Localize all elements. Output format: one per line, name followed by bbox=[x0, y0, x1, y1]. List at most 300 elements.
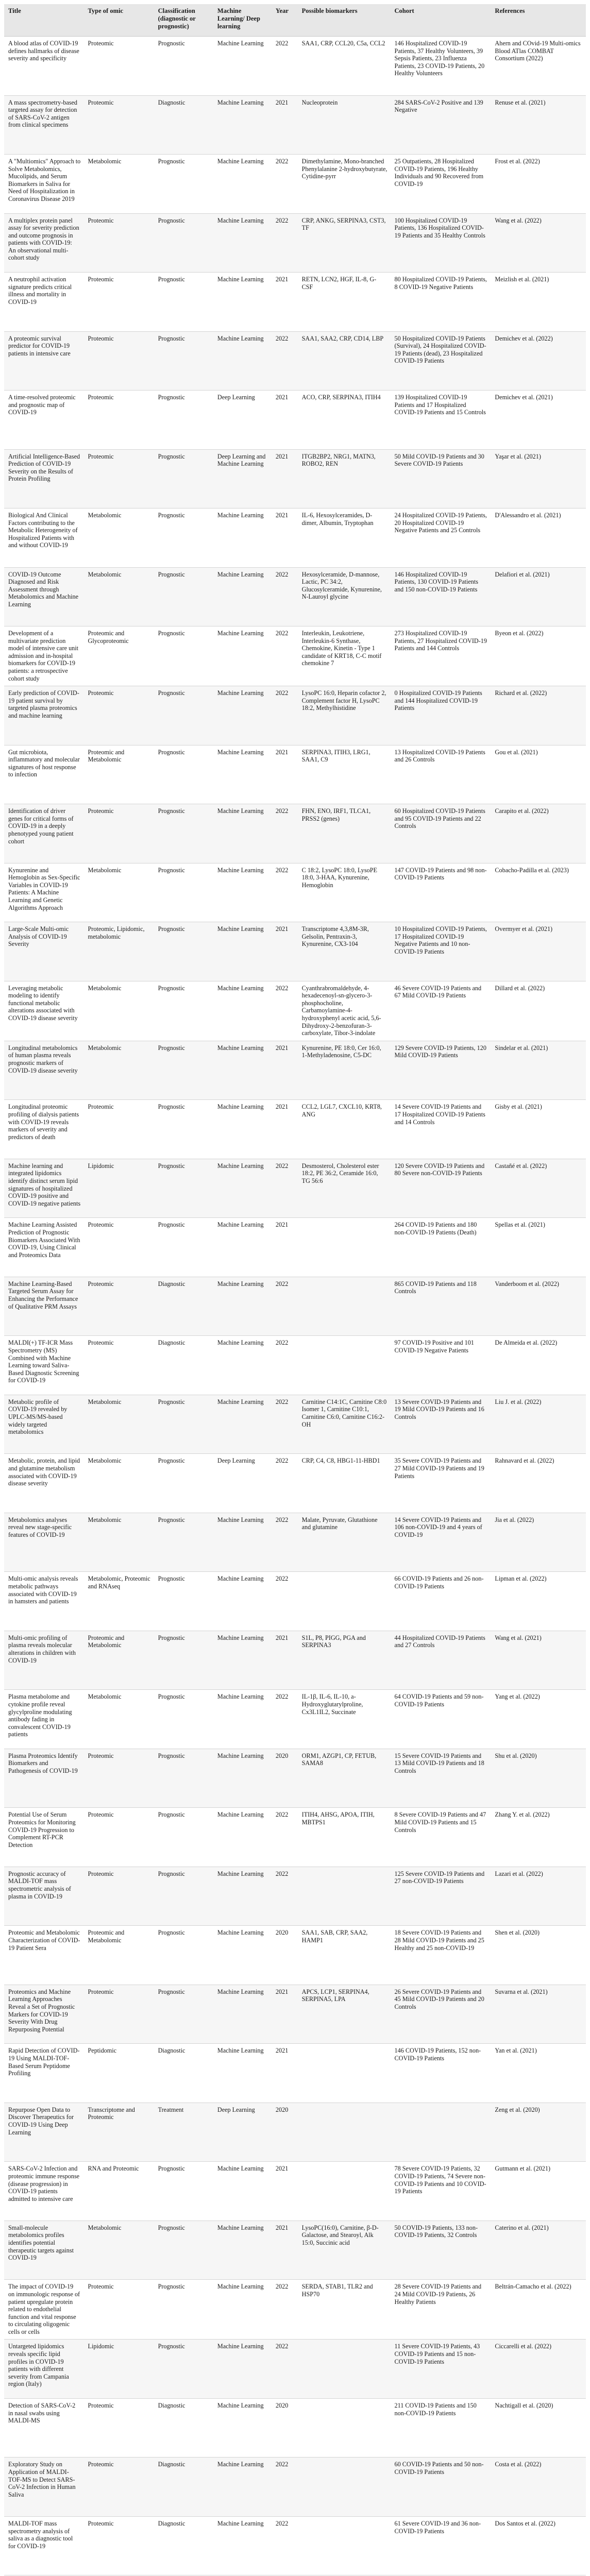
cell-classification: Diagnostic bbox=[154, 2044, 213, 2103]
cell-biomarkers bbox=[298, 2398, 391, 2458]
cell-biomarkers: C 18:2, LysoPC 18:0, LysoPE 18:0, 3-HAA, Kynurenine, Hemoglobin bbox=[298, 863, 391, 922]
cell-type-of-omic: Transcriptome and Proteomic bbox=[84, 2103, 154, 2162]
cell-reference: Shen et al. (2020) bbox=[491, 1926, 586, 1985]
cell-title: A time-resolved proteomic and prognostic map of COVID-19 bbox=[4, 391, 84, 450]
cell-reference: Cobacho-Padilla et al. (2023) bbox=[491, 863, 586, 922]
table-row bbox=[4, 1926, 586, 1985]
cell-reference: Yaşar et al. (2021) bbox=[491, 449, 586, 509]
table-row bbox=[4, 922, 586, 981]
table-row bbox=[4, 863, 586, 922]
cell-reference: Frost et al. (2022) bbox=[491, 155, 586, 214]
cell-ml: Machine Learning bbox=[213, 155, 272, 214]
cell-cohort bbox=[391, 2103, 491, 2162]
table-row bbox=[4, 2516, 586, 2575]
cell-reference: Yang et al. (2022) bbox=[491, 1690, 586, 1749]
cell-cohort: 129 Severe COVID-19 Patients, 120 Mild COVID-19 Patients bbox=[391, 1041, 491, 1100]
cell-reference: Byeon et al. (2022) bbox=[491, 626, 586, 686]
cell-year: 2022 bbox=[272, 981, 298, 1041]
cell-title: MALDI(+) TF-ICR Mass Spectrometry (MS) Combined with Machine Learning toward Saliva-Based Diagnostic Screening for COVID-19 bbox=[4, 1336, 84, 1395]
cell-cohort: 13 Hospitalized COVID-19 Patients and 26 Controls bbox=[391, 745, 491, 804]
cell-reference: Zeng et al. (2020) bbox=[491, 2103, 586, 2162]
table-row bbox=[4, 2162, 586, 2221]
cell-biomarkers: SAA1, SAB, CRP, SAA2, HAMP1 bbox=[298, 1926, 391, 1985]
cell-biomarkers: IL-6, Hexosylceramides, D-dimer, Albumin, Tryptophan bbox=[298, 509, 391, 568]
cell-biomarkers: LysoPC(16:0), Carnitine, β-D-Galactose, and Stearoyl, Alk 15:0, Succinic acid bbox=[298, 2221, 391, 2280]
cell-biomarkers: SERPINA3, ITIH3, LRG1, SAA1, C9 bbox=[298, 745, 391, 804]
cell-classification: Diagnostic bbox=[154, 1336, 213, 1395]
cell-year: 2020 bbox=[272, 2103, 298, 2162]
cell-ml: Machine Learning bbox=[213, 1395, 272, 1454]
cell-classification: Prognostic bbox=[154, 509, 213, 568]
cell-biomarkers: ITIH4, AHSG, APOA, ITIH, MBTPS1 bbox=[298, 1808, 391, 1867]
cell-cohort: 273 Hospitalized COVID-19 Patients, 27 Hospitalized COVID-19 Patients and 144 Controls bbox=[391, 626, 491, 686]
cell-biomarkers: Kynurenine, PE 18:0, Cer 16:0, 1-Methyladenosine, C5-DC bbox=[298, 1041, 391, 1100]
cell-ml: Machine Learning bbox=[213, 745, 272, 804]
cell-reference: Caterino et al. (2021) bbox=[491, 2221, 586, 2280]
cell-title: The impact of COVID-19 on immunologic response of patient upregulate protein related to endothelial function and vital response to circulating oligogenic cells or cells bbox=[4, 2280, 84, 2340]
cell-title: Prognostic accuracy of MALDI-TOF mass spectrometric analysis of plasma in COVID-19 bbox=[4, 1867, 84, 1926]
cell-ml: Machine Learning bbox=[213, 1277, 272, 1336]
cell-biomarkers: Transcriptome 4,3,8M-3R, Gelsolin, Pentraxin-3, Kynurenine, CX3-104 bbox=[298, 922, 391, 981]
cell-year: 2022 bbox=[272, 863, 298, 922]
cell-type-of-omic: Metabolomic bbox=[84, 1513, 154, 1572]
cell-year: 2022 bbox=[272, 2340, 298, 2399]
cell-reference: Castañé et al. (2022) bbox=[491, 1159, 586, 1218]
cell-title: Metabolomics analyses reveal new stage-specific features of COVID-19 bbox=[4, 1513, 84, 1572]
cell-title: Longitudinal proteomic profiling of dialysis patients with COVID-19 reveals markers of severity and predictors of death bbox=[4, 1100, 84, 1159]
cell-classification: Prognostic bbox=[154, 1395, 213, 1454]
cell-type-of-omic: Metabolomic bbox=[84, 1041, 154, 1100]
cell-classification: Prognostic bbox=[154, 1100, 213, 1159]
cell-year: 2021 bbox=[272, 2221, 298, 2280]
cell-reference: Carapito et al. (2022) bbox=[491, 804, 586, 863]
cell-year: 2022 bbox=[272, 1572, 298, 1631]
table-row bbox=[4, 449, 586, 509]
cell-cohort: 14 Severe COVID-19 Patients and 17 Hospitalized COVID-19 Patients and 14 Controls bbox=[391, 1100, 491, 1159]
cell-year: 2020 bbox=[272, 2398, 298, 2458]
cell-year: 2022 bbox=[272, 213, 298, 273]
cell-year: 2022 bbox=[272, 686, 298, 745]
cell-year: 2022 bbox=[272, 2280, 298, 2340]
cell-classification: Prognostic bbox=[154, 1454, 213, 1513]
cell-cohort: 97 COVID-19 Positive and 101 COVID-19 Negative Patients bbox=[391, 1336, 491, 1395]
cell-title: Machine Learning Assisted Prediction of Prognostic Biomarkers Associated With COVID-19, Using Clinical and Proteomics Data bbox=[4, 1218, 84, 1277]
cell-type-of-omic: Proteomic bbox=[84, 2280, 154, 2340]
cell-biomarkers: APCS, LCP1, SERPINA4, SERPINA5, LPA bbox=[298, 1985, 391, 2044]
cell-classification: Diagnostic bbox=[154, 95, 213, 155]
cell-reference: Overmyer et al. (2021) bbox=[491, 922, 586, 981]
cell-classification: Prognostic bbox=[154, 1867, 213, 1926]
cell-cohort: 46 Severe COVID-19 Patients and 67 Mild COVID-19 Patients bbox=[391, 981, 491, 1041]
table-row bbox=[4, 2221, 586, 2280]
cell-type-of-omic: Lipidomic bbox=[84, 2340, 154, 2399]
table-row bbox=[4, 37, 586, 96]
cell-biomarkers: RETN, LCN2, HGF, IL-8, G-CSF bbox=[298, 273, 391, 332]
cell-biomarkers: SAA1, SAA2, CRP, CD14, LBP bbox=[298, 331, 391, 391]
cell-type-of-omic: Proteomic bbox=[84, 1867, 154, 1926]
cell-type-of-omic: Proteomic bbox=[84, 804, 154, 863]
cell-type-of-omic: Proteomic bbox=[84, 2398, 154, 2458]
cell-type-of-omic: Proteomic bbox=[84, 449, 154, 509]
table-row bbox=[4, 509, 586, 568]
cell-cohort: 10 Hospitalized COVID-19 Patients, 17 Hospitalized COVID-19 Negative Patients and 10 non-COVID-19 Patients bbox=[391, 922, 491, 981]
table-row bbox=[4, 2103, 586, 2162]
cell-type-of-omic: Proteomic bbox=[84, 1808, 154, 1867]
cell-classification: Diagnostic bbox=[154, 1277, 213, 1336]
cell-reference: Ciccarelli et al. (2022) bbox=[491, 2340, 586, 2399]
cell-classification: Prognostic bbox=[154, 1631, 213, 1690]
cell-classification: Prognostic bbox=[154, 863, 213, 922]
cell-title: Gut microbiota, inflammatory and molecular signatures of host response to infection bbox=[4, 745, 84, 804]
cell-title: A multiplex protein panel assay for severity prediction and outcome prognosis in patients with COVID-19: An observational multi-cohort study bbox=[4, 213, 84, 273]
cell-title: Untargeted lipidomics reveals specific lipid profiles in COVID-19 patients with different severity from Campania region (Italy) bbox=[4, 2340, 84, 2399]
table-row bbox=[4, 2398, 586, 2458]
table-row bbox=[4, 273, 586, 332]
header-type-of-omic: Type of omic bbox=[84, 4, 154, 37]
cell-biomarkers bbox=[298, 2340, 391, 2399]
cell-biomarkers bbox=[298, 1867, 391, 1926]
cell-year: 2021 bbox=[272, 391, 298, 450]
cell-classification: Diagnostic bbox=[154, 2458, 213, 2517]
cell-year: 2021 bbox=[272, 1631, 298, 1690]
cell-title: Exploratory Study on Application of MALDI-TOF-MS to Detect SARS-CoV-2 Infection in Human Saliva bbox=[4, 2458, 84, 2517]
cell-ml: Machine Learning bbox=[213, 2516, 272, 2575]
cell-type-of-omic: Proteomic bbox=[84, 1277, 154, 1336]
cell-biomarkers bbox=[298, 2162, 391, 2221]
header-cohort: Cohort bbox=[391, 4, 491, 37]
cell-type-of-omic: Proteomic, Lipidomic, metabolomic bbox=[84, 922, 154, 981]
cell-reference: Jia et al. (2022) bbox=[491, 1513, 586, 1572]
cell-year: 2021 bbox=[272, 745, 298, 804]
cell-cohort: 24 Hospitalized COVID-19 Patients, 20 Hospitalized COVID-19 Negative Patients and 25 Controls bbox=[391, 509, 491, 568]
cell-classification: Prognostic bbox=[154, 391, 213, 450]
cell-ml: Machine Learning bbox=[213, 2044, 272, 2103]
cell-title: Multi-omic analysis reveals metabolic pathways associated with COVID-19 in hamsters and patients bbox=[4, 1572, 84, 1631]
cell-title: SARS-CoV-2 Infection and proteomic immune response (disease progression) in COVID-19 patients admitted to intensive care bbox=[4, 2162, 84, 2221]
cell-year: 2021 bbox=[272, 1100, 298, 1159]
cell-year: 2021 bbox=[272, 1985, 298, 2044]
cell-year: 2021 bbox=[272, 1218, 298, 1277]
cell-classification: Prognostic bbox=[154, 626, 213, 686]
cell-type-of-omic: Proteomic bbox=[84, 2458, 154, 2517]
cell-biomarkers bbox=[298, 2516, 391, 2575]
cell-year: 2022 bbox=[272, 2458, 298, 2517]
cell-biomarkers: ACO, CRP, SERPINA3, ITIH4 bbox=[298, 391, 391, 450]
cell-biomarkers: Cyanthrabromaldehyde, 4-hexadecenoyl-sn-glycero-3-phosphocholine, Carbamoylamine-4-hydroxyphenyl acetic acid, 5,6-Dihydroxy-2-benzofuran-3-carboxylate, Tibor-3-indolate bbox=[298, 981, 391, 1041]
cell-ml: Machine Learning bbox=[213, 2398, 272, 2458]
cell-biomarkers: IL-1β, IL-6, IL-10, a-Hydroxyglutarylproline, Cx3L1IL2, Succinate bbox=[298, 1690, 391, 1749]
cell-biomarkers bbox=[298, 2458, 391, 2517]
cell-classification: Prognostic bbox=[154, 981, 213, 1041]
table-row bbox=[4, 1631, 586, 1690]
cell-biomarkers: Hexosylceramide, D-mannose, Lactic, PC 34:2, Glucosylceramide, Kynurenine, N-Lauroyl glycine bbox=[298, 567, 391, 626]
cell-cohort: 61 Severe COVID-19 and 36 non-COVID-19 Patients bbox=[391, 2516, 491, 2575]
cell-biomarkers bbox=[298, 1572, 391, 1631]
cell-ml: Machine Learning bbox=[213, 2458, 272, 2517]
cell-year: 2022 bbox=[272, 37, 298, 96]
cell-cohort: 50 Mild COVID-19 Patients and 30 Severe COVID-19 Patients bbox=[391, 449, 491, 509]
cell-year: 2021 bbox=[272, 95, 298, 155]
cell-classification: Treatment bbox=[154, 2103, 213, 2162]
cell-type-of-omic: Proteomic bbox=[84, 686, 154, 745]
table-row bbox=[4, 981, 586, 1041]
cell-reference: De Almeida et al. (2022) bbox=[491, 1336, 586, 1395]
cell-reference: Richard et al. (2022) bbox=[491, 686, 586, 745]
cell-reference: Lazari et al. (2022) bbox=[491, 1867, 586, 1926]
cell-title: Repurpose Open Data to Discover Therapeutics for COVID-19 Using Deep Learning bbox=[4, 2103, 84, 2162]
cell-title: Proteomics and Machine Learning Approaches Reveal a Set of Prognostic Markers for COVID-19 Severity With Drug Repurposing Potential bbox=[4, 1985, 84, 2044]
cell-biomarkers: ITGB2BP2, NRG1, MATN3, ROBO2, REN bbox=[298, 449, 391, 509]
cell-type-of-omic: Metabolomic bbox=[84, 509, 154, 568]
cell-cohort: 100 Hospitalized COVID-19 Patients, 136 Hospitalized COVID-19 Patients and 35 Healthy Controls bbox=[391, 213, 491, 273]
cell-title: Artificial Intelligence-Based Prediction of COVID-19 Severity on the Results of Protein Profiling bbox=[4, 449, 84, 509]
cell-biomarkers bbox=[298, 2103, 391, 2162]
table-row bbox=[4, 1159, 586, 1218]
cell-reference: Gutmann et al. (2021) bbox=[491, 2162, 586, 2221]
table-row bbox=[4, 1100, 586, 1159]
table-row bbox=[4, 1867, 586, 1926]
cell-year: 2022 bbox=[272, 1336, 298, 1395]
cell-cohort: 60 Hospitalized COVID-19 Patients and 95 COVID-19 Patients and 22 Controls bbox=[391, 804, 491, 863]
cell-type-of-omic: Metabolomic bbox=[84, 155, 154, 214]
cell-cohort: 28 Severe COVID-19 Patients and 24 Mild COVID-19 Patients, 26 Healthy Patients bbox=[391, 2280, 491, 2340]
cell-type-of-omic: Metabolomic, Proteomic and RNAseq bbox=[84, 1572, 154, 1631]
cell-reference: Wang et al. (2021) bbox=[491, 1631, 586, 1690]
header-ml: Machine Learning/ Deep learning bbox=[213, 4, 272, 37]
cell-cohort: 60 COVID-19 Patients and 50 non-COVID-19 Patients bbox=[391, 2458, 491, 2517]
cell-biomarkers: Carnitine C14:1C, Carnitine C8:0 Isomer 1, Carnitine C10:1, Carnitine C6:0, Carnitine C16:2-OH bbox=[298, 1395, 391, 1454]
cell-ml: Deep Learning bbox=[213, 391, 272, 450]
cell-cohort: 50 COVID-19 Patients, 133 non-COVID-19 Patients, 32 Controls bbox=[391, 2221, 491, 2280]
cell-type-of-omic: Metabolomic bbox=[84, 1395, 154, 1454]
cell-biomarkers bbox=[298, 1277, 391, 1336]
cell-type-of-omic: Proteomic bbox=[84, 1985, 154, 2044]
cell-classification: Prognostic bbox=[154, 2280, 213, 2340]
table-body bbox=[4, 37, 586, 2575]
cell-cohort: 865 COVID-19 Patients and 118 Controls bbox=[391, 1277, 491, 1336]
cell-cohort: 11 Severe COVID-19 Patients, 43 COVID-19 Patients and 15 non-COVID-19 Patients bbox=[391, 2340, 491, 2399]
cell-year: 2022 bbox=[272, 1159, 298, 1218]
cell-reference: Zhang Y. et al. (2022) bbox=[491, 1808, 586, 1867]
cell-title: Kynurenine and Hemoglobin as Sex-Specific Variables in COVID-19 Patients: A Machine Learning and Genetic Algorithms Approach bbox=[4, 863, 84, 922]
cell-title: Development of a multivariate prediction model of intensive care unit admission and in-hospital biomarkers for COVID-19 patients: a retrospective cohort study bbox=[4, 626, 84, 686]
cell-reference: Beltrán-Camacho et al. (2022) bbox=[491, 2280, 586, 2340]
cell-classification: Prognostic bbox=[154, 1926, 213, 1985]
cell-cohort: 284 SARS-CoV-2 Positive and 139 Negative bbox=[391, 95, 491, 155]
cell-biomarkers: Desmosterol, Cholesterol ester 18:2, PE 36:2, Ceramide 16:0, TG 56:6 bbox=[298, 1159, 391, 1218]
cell-classification: Prognostic bbox=[154, 273, 213, 332]
cell-cohort: 147 COVID-19 Patients and 98 non-COVID-19 Patients bbox=[391, 863, 491, 922]
cell-year: 2022 bbox=[272, 1867, 298, 1926]
cell-type-of-omic: Metabolomic bbox=[84, 981, 154, 1041]
cell-type-of-omic: Proteomic bbox=[84, 1218, 154, 1277]
cell-title: Detection of SARS-CoV-2 in nasal swabs using MALDI-MS bbox=[4, 2398, 84, 2458]
cell-title: Small-molecule metabolomics profiles identifies potential therapeutic targets against COVID-19 bbox=[4, 2221, 84, 2280]
header-classification: Classification (diagnostic or prognostic) bbox=[154, 4, 213, 37]
table-row bbox=[4, 391, 586, 450]
cell-classification: Prognostic bbox=[154, 1690, 213, 1749]
cell-cohort: 44 Hospitalized COVID-19 Patients and 27 Controls bbox=[391, 1631, 491, 1690]
cell-reference: Liu J. et al. (2022) bbox=[491, 1395, 586, 1454]
cell-reference: Yan et al. (2021) bbox=[491, 2044, 586, 2103]
cell-year: 2021 bbox=[272, 273, 298, 332]
cell-year: 2022 bbox=[272, 331, 298, 391]
cell-ml: Machine Learning bbox=[213, 331, 272, 391]
table-row bbox=[4, 626, 586, 686]
cell-type-of-omic: Proteomic bbox=[84, 391, 154, 450]
cell-biomarkers: CCL2, LGL7, CXCL10, KRT8, ANG bbox=[298, 1100, 391, 1159]
cell-cohort: 139 Hospitalized COVID-19 Patients and 17 Hospitalized COVID-19 Patients and 15 Controls bbox=[391, 391, 491, 450]
table-container bbox=[4, 4, 586, 2576]
cell-biomarkers bbox=[298, 1336, 391, 1395]
cell-cohort: 80 Hospitalized COVID-19 Patients, 8 COVID-19 Negative Patients bbox=[391, 273, 491, 332]
table-row bbox=[4, 2280, 586, 2340]
cell-ml: Machine Learning bbox=[213, 1808, 272, 1867]
cell-type-of-omic: Proteomic bbox=[84, 2516, 154, 2575]
cell-title: Identification of driver genes for critical forms of COVID-19 in a deeply phenotyped young patient cohort bbox=[4, 804, 84, 863]
cell-title: Plasma Proteomics Identify Biomarkers and Pathogenesis of COVID-19 bbox=[4, 1749, 84, 1808]
cell-cohort: 14 Severe COVID-19 Patients and 106 non-COVID-19 and 4 years of COVID-19 bbox=[391, 1513, 491, 1572]
cell-year: 2021 bbox=[272, 509, 298, 568]
cell-title: Early prediction of COVID-19 patient survival by targeted plasma proteomics and machine learning bbox=[4, 686, 84, 745]
cell-ml: Machine Learning bbox=[213, 273, 272, 332]
table-row bbox=[4, 1749, 586, 1808]
header-biomarkers: Possible biomarkers bbox=[298, 4, 391, 37]
cell-year: 2021 bbox=[272, 922, 298, 981]
cell-ml: Machine Learning bbox=[213, 2340, 272, 2399]
cell-year: 2021 bbox=[272, 2162, 298, 2221]
cell-cohort: 146 Hospitalized COVID-19 Patients, 37 Healthy Volunteers, 39 Sepsis Patients, 23 Influenza Patients, 23 COVID-19 Patients, 20 Healthy Volunteers bbox=[391, 37, 491, 96]
cell-cohort: 50 Hospitalized COVID-19 Patients (Survival), 24 Hospitalized COVID-19 Patients (dead), 23 Hospitalized COVID-19 Patients bbox=[391, 331, 491, 391]
cell-classification: Prognostic bbox=[154, 922, 213, 981]
cell-type-of-omic: Metabolomic bbox=[84, 2221, 154, 2280]
header-year: Year bbox=[272, 4, 298, 37]
cell-classification: Prognostic bbox=[154, 1749, 213, 1808]
cell-ml: Machine Learning bbox=[213, 2280, 272, 2340]
header-title: Title bbox=[4, 4, 84, 37]
cell-classification: Prognostic bbox=[154, 331, 213, 391]
cell-classification: Prognostic bbox=[154, 213, 213, 273]
cell-ml: Machine Learning bbox=[213, 922, 272, 981]
cell-ml: Machine Learning bbox=[213, 1100, 272, 1159]
cell-reference: Delafiori et al. (2021) bbox=[491, 567, 586, 626]
cell-biomarkers bbox=[298, 2044, 391, 2103]
cell-year: 2022 bbox=[272, 1690, 298, 1749]
cell-classification: Prognostic bbox=[154, 1985, 213, 2044]
cell-ml: Machine Learning bbox=[213, 1985, 272, 2044]
cell-ml: Machine Learning bbox=[213, 1926, 272, 1985]
cell-year: 2022 bbox=[272, 155, 298, 214]
cell-type-of-omic: Metabolomic bbox=[84, 1454, 154, 1513]
cell-year: 2020 bbox=[272, 1749, 298, 1808]
cell-year: 2022 bbox=[272, 1395, 298, 1454]
cell-reference: Shu et al. (2020) bbox=[491, 1749, 586, 1808]
cell-classification: Diagnostic bbox=[154, 2398, 213, 2458]
cell-biomarkers: SERDA, STAB1, TLR2 and HSP70 bbox=[298, 2280, 391, 2340]
table-row bbox=[4, 2340, 586, 2399]
cell-type-of-omic: Proteomic bbox=[84, 1749, 154, 1808]
cell-ml: Machine Learning bbox=[213, 1041, 272, 1100]
cell-cohort: 64 COVID-19 Patients and 59 non-COVID-19 Patients bbox=[391, 1690, 491, 1749]
cell-title: Multi-omic profiling of plasma reveals molecular alterations in children with COVID-19 bbox=[4, 1631, 84, 1690]
table-row bbox=[4, 1985, 586, 2044]
table-row bbox=[4, 686, 586, 745]
cell-ml: Machine Learning bbox=[213, 686, 272, 745]
cell-classification: Prognostic bbox=[154, 1808, 213, 1867]
cell-year: 2021 bbox=[272, 2044, 298, 2103]
cell-year: 2022 bbox=[272, 1513, 298, 1572]
cell-cohort: 66 COVID-19 Patients and 26 non-COVID-19 Patients bbox=[391, 1572, 491, 1631]
cell-type-of-omic: Metabolomic bbox=[84, 567, 154, 626]
cell-title: Machine learning and integrated lipidomics identify distinct serum lipid signatures of hospitalized COVID-19 positive and COVID-19 negative patients bbox=[4, 1159, 84, 1218]
cell-title: Plasma metabolome and cytokine profile reveal glycylproline modulating antibody fading in convalescent COVID-19 patients bbox=[4, 1690, 84, 1749]
table-row bbox=[4, 1513, 586, 1572]
cell-ml: Machine Learning bbox=[213, 213, 272, 273]
cell-reference: Vanderboom et al. (2022) bbox=[491, 1277, 586, 1336]
cell-biomarkers: Interleukin, Leukotriene, Interleukin-6 Synthase, Chemokine, Kinetin - Type 1 candidate of KRT18, C-C motif chemokine 7 bbox=[298, 626, 391, 686]
cell-cohort: 18 Severe COVID-19 Patients and 28 Mild COVID-19 Patients and 25 Healthy and 25 non-COVID-19 bbox=[391, 1926, 491, 1985]
table-row bbox=[4, 95, 586, 155]
cell-type-of-omic: Lipidomic bbox=[84, 1159, 154, 1218]
cell-year: 2022 bbox=[272, 2516, 298, 2575]
cell-ml: Machine Learning bbox=[213, 626, 272, 686]
cell-type-of-omic: Proteomic bbox=[84, 1336, 154, 1395]
table-row bbox=[4, 1395, 586, 1454]
table-row bbox=[4, 1454, 586, 1513]
table-row bbox=[4, 1690, 586, 1749]
cell-classification: Prognostic bbox=[154, 1041, 213, 1100]
cell-reference: Sindelar et al. (2021) bbox=[491, 1041, 586, 1100]
cell-ml: Machine Learning bbox=[213, 1631, 272, 1690]
cell-biomarkers: Malate, Pyruvate, Glutathione and glutamine bbox=[298, 1513, 391, 1572]
cell-classification: Prognostic bbox=[154, 804, 213, 863]
cell-year: 2022 bbox=[272, 1277, 298, 1336]
cell-title: Metabolic profile of COVID-19 revealed by UPLC-MS/MS-based widely targeted metabolomics bbox=[4, 1395, 84, 1454]
cell-biomarkers: Dimethylamine, Mono-branched Phenylalanine 2-hydroxybutyrate, Cytidine-pyrr bbox=[298, 155, 391, 214]
cell-type-of-omic: Proteomic and Metabolomic bbox=[84, 1926, 154, 1985]
cell-reference: Wang et al. (2022) bbox=[491, 213, 586, 273]
cell-biomarkers: ORM1, AZGP1, CP, FETUB, SAMA8 bbox=[298, 1749, 391, 1808]
cell-type-of-omic: Proteomic and Glycoproteomic bbox=[84, 626, 154, 686]
cell-title: Proteomic and Metabolomic Characterization of COVID-19 Patient Sera bbox=[4, 1926, 84, 1985]
cell-classification: Prognostic bbox=[154, 449, 213, 509]
cell-year: 2022 bbox=[272, 626, 298, 686]
cell-title: A blood atlas of COVID-19 defines hallmarks of disease severity and specificity bbox=[4, 37, 84, 96]
cell-biomarkers: CRP, ANKG, SERPINA3, CST3, TF bbox=[298, 213, 391, 273]
cell-type-of-omic: Proteomic and Metabolomic bbox=[84, 745, 154, 804]
cell-cohort: 13 Severe COVID-19 Patients and 19 Mild COVID-19 Patients and 16 Controls bbox=[391, 1395, 491, 1454]
cell-type-of-omic: Metabolomic bbox=[84, 1690, 154, 1749]
cell-ml: Machine Learning bbox=[213, 1336, 272, 1395]
header-references: References bbox=[491, 4, 586, 37]
cell-reference: Costa et al. (2022) bbox=[491, 2458, 586, 2517]
cell-cohort: 0 Hospitalized COVID-19 Patients and 144 Hospitalized COVID-19 Patients bbox=[391, 686, 491, 745]
cell-title: Metabolic, protein, and lipid and glutamine metabolism associated with COVID-19 disease severity bbox=[4, 1454, 84, 1513]
cell-ml: Machine Learning bbox=[213, 863, 272, 922]
table-row bbox=[4, 2458, 586, 2517]
cell-classification: Prognostic bbox=[154, 1159, 213, 1218]
cell-title: A "Multiomics" Approach to Solve Metabolomics, Mucolipids, and Serum Biomarkers in Saliva for Need of Hospitalization in Coronavirus Disease 2019 bbox=[4, 155, 84, 214]
table-row bbox=[4, 213, 586, 273]
cell-year: 2022 bbox=[272, 804, 298, 863]
cell-title: A neutrophil activation signature predicts critical illness and mortality in COVID-19 bbox=[4, 273, 84, 332]
cell-classification: Diagnostic bbox=[154, 2516, 213, 2575]
cell-title: Longitudinal metabolomics of human plasma reveals prognostic markers of COVID-19 disease severity bbox=[4, 1041, 84, 1100]
cell-type-of-omic: Proteomic bbox=[84, 331, 154, 391]
cell-reference: Dillard et al. (2022) bbox=[491, 981, 586, 1041]
cell-title: COVID-19 Outcome Diagnosed and Risk Assessment through Metabolomics and Machine Learning bbox=[4, 567, 84, 626]
cell-classification: Prognostic bbox=[154, 1218, 213, 1277]
